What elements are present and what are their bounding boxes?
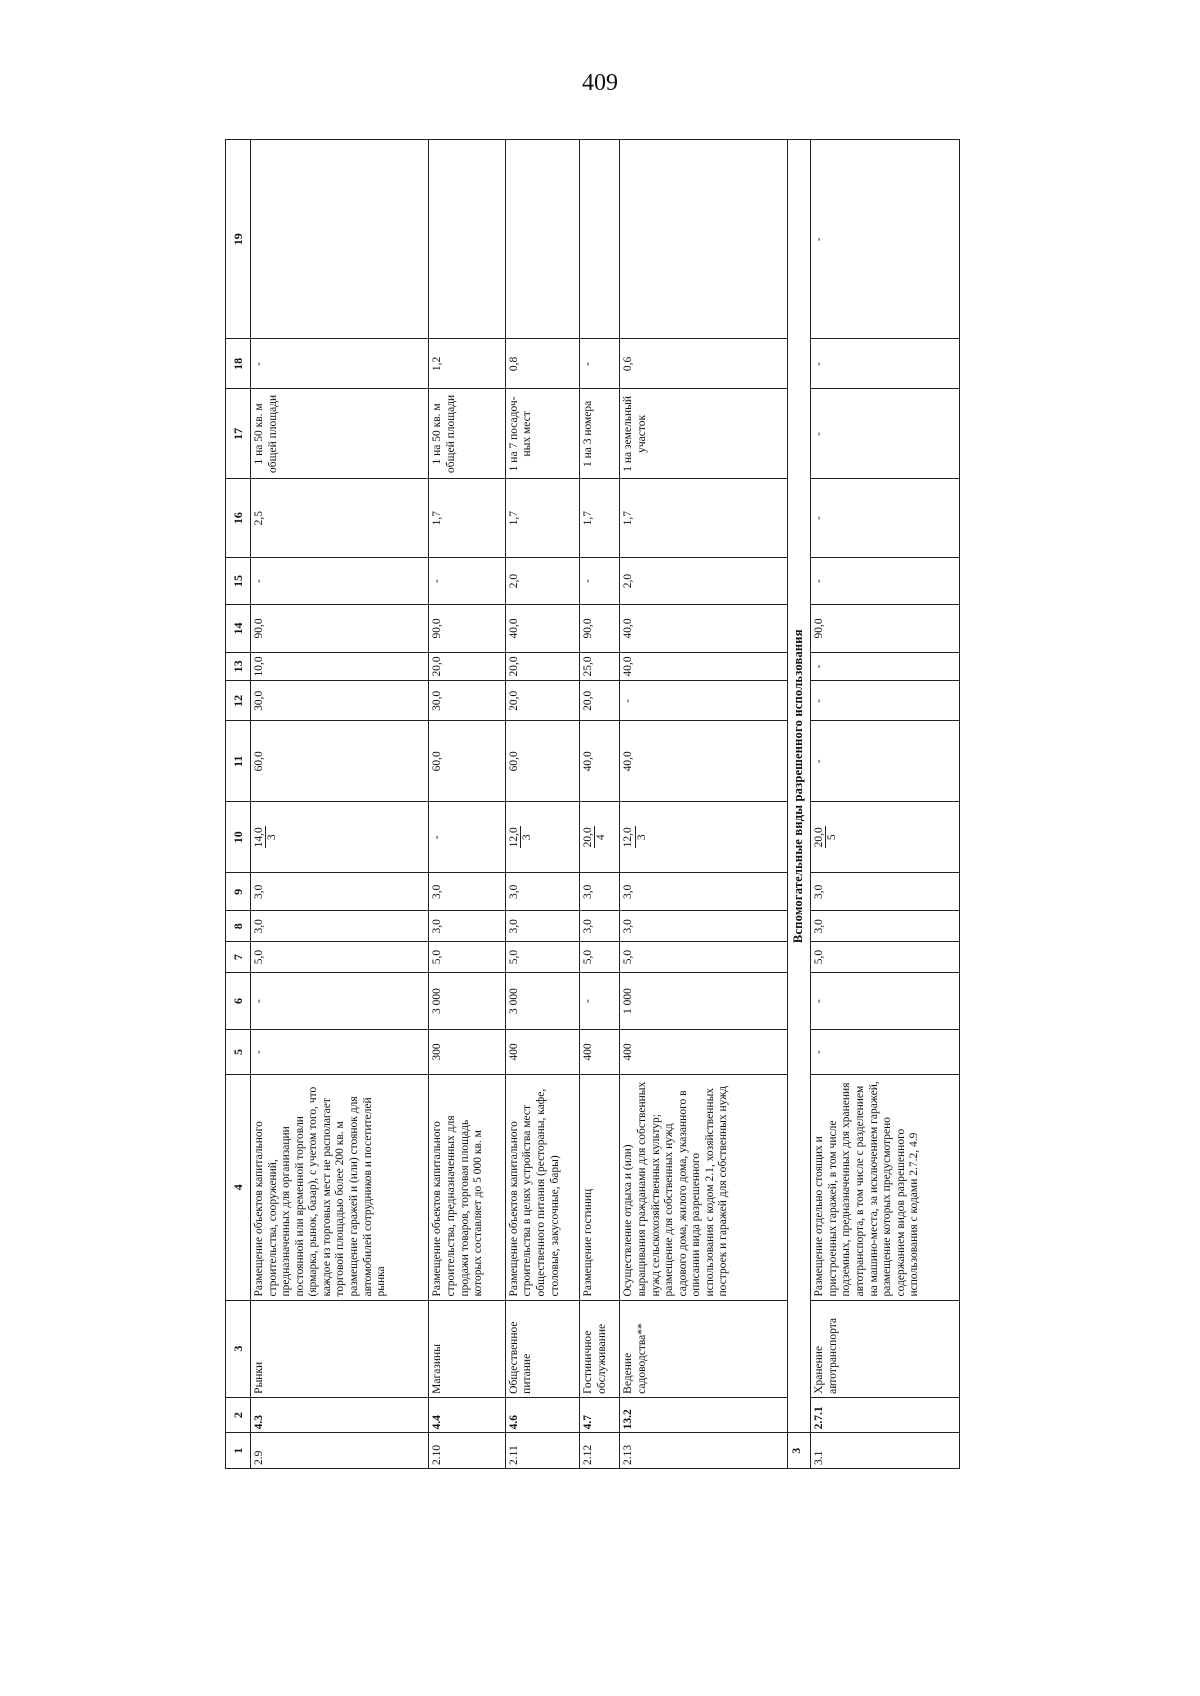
cell-col-14: 90,0 [251,605,429,652]
cell-col-14: 40,0 [620,605,788,652]
header-col-7: 7 [226,942,251,973]
header-col-8: 8 [226,911,251,942]
cell-col-9: 3,0 [429,873,505,911]
cell-col-11: 60,0 [251,721,429,802]
table-row [251,140,429,1469]
cell-col-13: 20,0 [505,652,579,680]
cell-col-16: 1,7 [580,479,620,557]
fraction-denominator: 3 [266,834,279,841]
cell-col-6: - [811,973,960,1030]
cell-col-12: 20,0 [505,681,579,721]
header-col-19: 19 [226,140,251,339]
use-code: 4.4 [429,1397,505,1433]
fraction-numerator: 20,0 [813,827,826,848]
header-col-4: 4 [226,1075,251,1300]
cell-col-13: - [811,652,960,680]
cell-col-9: 3,0 [580,873,620,911]
cell-col-19 [505,140,579,339]
header-col-10: 10 [226,802,251,873]
cell-col-18: - [251,339,429,389]
cell-col-19 [620,140,788,339]
cell-col-11: 60,0 [505,721,579,802]
row-number: 2.9 [251,1433,429,1469]
use-name: Ведение садоводства** [620,1300,788,1397]
cell-col-17: 1 на 3 номера [580,389,620,479]
cell-col-10 [505,802,579,873]
cell-col-7: 5,0 [620,942,788,973]
fraction [253,826,278,848]
header-col-1: 1 [226,1433,251,1469]
use-code: 2.7.1 [811,1397,960,1433]
row-number: 3.1 [811,1433,960,1469]
cell-col-10 [580,802,620,873]
cell-col-8: 3,0 [429,911,505,942]
cell-col-5: - [251,1029,429,1074]
table-row [580,140,620,1469]
cell-col-18: - [580,339,620,389]
cell-col-11: 40,0 [580,721,620,802]
cell-col-19 [251,140,429,339]
cell-col-14: 90,0 [580,605,620,652]
cell-col-9: 3,0 [251,873,429,911]
cell-col-13: 25,0 [580,652,620,680]
page-number: 409 [582,70,618,96]
cell-col-8: 3,0 [505,911,579,942]
header-col-9: 9 [226,873,251,911]
cell-col-18: 1,2 [429,339,505,389]
cell-col-10 [811,802,960,873]
cell-col-14: 40,0 [505,605,579,652]
cell-col-5: 400 [505,1029,579,1074]
cell-col-15: 2,0 [505,557,579,604]
header-col-15: 15 [226,557,251,604]
cell-col-16: 1,7 [505,479,579,557]
fraction [622,826,647,848]
cell-col-15: 2,0 [620,557,788,604]
use-code: 13.2 [620,1397,788,1433]
cell-col-9: 3,0 [620,873,788,911]
table-row [811,140,960,1469]
header-col-17: 17 [226,389,251,479]
cell-col-6: - [580,973,620,1030]
cell-col-18: 0,8 [505,339,579,389]
use-code: 4.6 [505,1397,579,1433]
cell-col-5: 400 [580,1029,620,1074]
table-row [620,140,788,1469]
header-col-12: 12 [226,681,251,721]
header-col-16: 16 [226,479,251,557]
cell-col-13: 20,0 [429,652,505,680]
cell-col-11: 60,0 [429,721,505,802]
cell-col-6: 3 000 [505,973,579,1030]
cell-col-7: 5,0 [429,942,505,973]
cell-col-12: 30,0 [429,681,505,721]
row-number: 2.11 [505,1433,579,1469]
cell-col-12: - [620,681,788,721]
cell-col-6: 3 000 [429,973,505,1030]
cell-col-13: 10,0 [251,652,429,680]
use-description: Размещение объектов капитального строительства в целях устройства мест общественного питания (рестораны, кафе, столовые, закусочные, бары) [505,1075,579,1300]
cell-col-10 [251,802,429,873]
row-number: 2.12 [580,1433,620,1469]
cell-col-8: 3,0 [580,911,620,942]
cell-col-17: - [811,389,960,479]
header-col-14: 14 [226,605,251,652]
cell-col-14: 90,0 [811,605,960,652]
cell-col-15: - [251,557,429,604]
cell-col-12: 30,0 [251,681,429,721]
cell-col-6: 1 000 [620,973,788,1030]
section-title: Вспомогательные виды разрешенного использования [788,140,811,1433]
header-col-6: 6 [226,973,251,1030]
cell-col-7: 5,0 [580,942,620,973]
fraction-denominator: 5 [826,834,839,841]
table-row [429,140,505,1469]
use-name: Магазины [429,1300,505,1397]
use-description: Осуществление отдыха и (или) выращивания гражданами для собственных нужд сельскохозяйственных культур; размещение для собственных нужд садового дома, жилого дома, указанного в описании вида разрешенного использования с кодом 2.1, хозяйственных построек и гаражей для собственных нужд [620,1075,788,1300]
fraction-denominator: 3 [635,834,648,841]
use-description: Размещение объектов капитального строительства, сооружений, предназначенных для организации постоянной или временной торговли (ярмарка, рынок, базар), с учетом того, что каждое из торговых мест не располагает торговой площадью более 200 кв. м размещение гаражей и (или) стоянок для автомобилей сотрудников и посетителей рынка [251,1075,429,1300]
cell-col-5: 400 [620,1029,788,1074]
cell-col-13: 40,0 [620,652,788,680]
use-code: 4.7 [580,1397,620,1433]
cell-col-19: - [811,140,960,339]
header-col-18: 18 [226,339,251,389]
cell-col-19 [580,140,620,339]
cell-col-5: - [811,1029,960,1074]
use-name: Гостиничное обслуживание [580,1300,620,1397]
fraction [582,826,607,848]
cell-col-11: 40,0 [620,721,788,802]
use-description: Размещение отдельно стоящих и пристроенных гаражей, в том числе подземных, предназначенных для хранения автотранспорта, в том числе с разделением на машино-места, за исключением гаражей, размещение которых предусмотрено содержанием видов разрешенного использования с кодами 2.7.2, 4.9 [811,1075,960,1300]
fraction [508,826,533,848]
use-name: Общественное питание [505,1300,579,1397]
cell-col-18: - [811,339,960,389]
cell-col-18: 0,6 [620,339,788,389]
fraction-denominator: 3 [520,834,533,841]
cell-col-6: - [251,973,429,1030]
land-use-table [225,139,960,1469]
use-name: Рынки [251,1300,429,1397]
section-row [788,140,811,1469]
cell-col-16: 2,5 [251,479,429,557]
cell-col-9: 3,0 [505,873,579,911]
use-description: Размещение объектов капитального строительства, предназначенных для продажи товаров, торговая площадь которых составляет до 5 000 кв. м [429,1075,505,1300]
header-col-3: 3 [226,1300,251,1397]
cell-col-19 [429,140,505,339]
fraction-numerator: 14,0 [253,827,265,848]
fraction-denominator: 4 [595,834,608,841]
cell-col-8: 3,0 [251,911,429,942]
header-col-2: 2 [226,1397,251,1433]
header-col-13: 13 [226,652,251,680]
cell-col-12: - [811,681,960,721]
cell-col-15: - [811,557,960,604]
cell-col-10 [620,802,788,873]
fraction-numerator: 12,0 [622,827,635,848]
cell-col-7: 5,0 [251,942,429,973]
cell-col-8: 3,0 [811,911,960,942]
cell-col-10: - [429,802,505,873]
use-name: Хранение автотранспорта [811,1300,960,1397]
header-col-5: 5 [226,1029,251,1074]
use-code: 4.3 [251,1397,429,1433]
cell-col-16: 1,7 [429,479,505,557]
cell-col-7: 5,0 [811,942,960,973]
cell-col-7: 5,0 [505,942,579,973]
header-row [226,140,251,1469]
fraction-numerator: 12,0 [507,827,520,848]
cell-col-17: 1 на земельный участок [620,389,788,479]
cell-col-12: 20,0 [580,681,620,721]
cell-col-17: 1 на 50 кв. м общей площади [251,389,429,479]
section-number: 3 [788,1433,811,1469]
fraction-numerator: 20,0 [582,827,595,848]
row-number: 2.10 [429,1433,505,1469]
header-col-11: 11 [226,721,251,802]
cell-col-5: 300 [429,1029,505,1074]
cell-col-17: 1 на 7 посадоч-ных мест [505,389,579,479]
cell-col-15: - [580,557,620,604]
cell-col-15: - [429,557,505,604]
cell-col-16: - [811,479,960,557]
cell-col-9: 3,0 [811,873,960,911]
use-description: Размещение гостиниц [580,1075,620,1300]
cell-col-11: - [811,721,960,802]
row-number: 2.13 [620,1433,788,1469]
cell-col-17: 1 на 50 кв. м общей площади [429,389,505,479]
cell-col-14: 90,0 [429,605,505,652]
cell-col-16: 1,7 [620,479,788,557]
cell-col-8: 3,0 [620,911,788,942]
fraction [813,826,838,848]
table-row [505,140,579,1469]
rotated-table-container [225,139,960,1469]
